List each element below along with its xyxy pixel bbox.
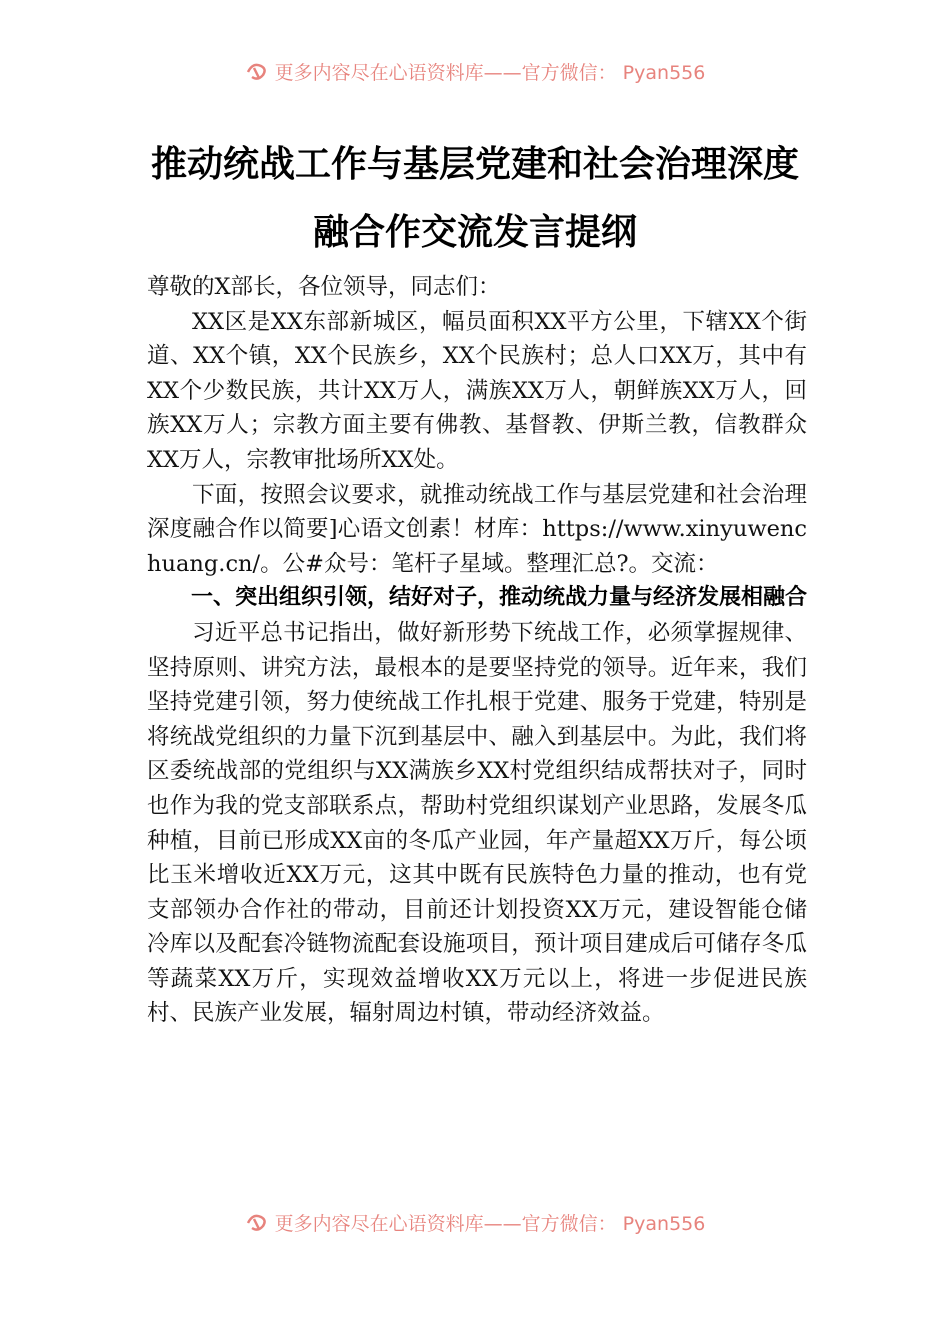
brand-logo-icon [245, 60, 271, 82]
document-title-line-1: 推动统战工作与基层党建和社会治理深度 [150, 143, 799, 185]
document-title-line-2: 融合作交流发言提纲 [312, 211, 637, 253]
salutation: 尊敬的X部长，各位领导，同志们： [147, 274, 501, 300]
paragraph-intro-tail: 。公#众号：笔杆子星域。整理汇总?。交流： [260, 550, 719, 577]
paragraph-section-1: 习近平总书记指出，做好新形势下统战工作，必须掌握规律、坚持原则、讲究方法，最根本的是要坚持党的领导。近年来，我们坚持党建引领，努力使统战工作扎根于党建、服务于党建，特别是将统战党组织的力量下沉到基层中、融入到基层中。为此，我们将区委统战部的党组织与XX满族乡XX村党组织结成帮扶对子，同时也作为我的党支部联系点，帮助村党组织谋划产业思路，发展冬瓜种植，目前已形成XX亩的冬瓜产业园，年产量超XX万斤，每公顷比玉米增收近XX万元，这其中既有民族特色力量的推动，也有党支部领办合作社的带动，目前还计划投资XX万元，建设智能仓储冷库以及配套冷链物流配套设施项目，预计项目建成后可储存冬瓜等蔬菜XX万斤，实现效益增收XX万元以上，将进一步促进民族村、民族产业发展，辐射周边村镇，带动经济效益。 [147, 619, 807, 1027]
watermark-text-bottom: 更多内容尽在心语资料库——官方微信： Pyan556 [274, 1212, 706, 1235]
watermark-text-top: 更多内容尽在心语资料库——官方微信： Pyan556 [274, 61, 706, 84]
watermark-banner-top [0, 56, 950, 86]
website-url: https://www.xinyuwenchuang.cn/ [147, 516, 807, 577]
brand-logo-icon [245, 1211, 271, 1233]
document-body [147, 270, 807, 1031]
paragraph-overview: XX区是XX东部新城区，幅员面积XX平方公里，下辖XX个街道、XX个镇，XX个民族乡，XX个民族村；总人口XX万，其中有XX个少数民族，共计XX万人，满族XX万人，朝鲜族XX万人，回族XX万人；宗教方面主要有佛教、基督教、伊斯兰教，信教群众XX万人，宗教审批场所XX处。 [147, 308, 807, 473]
watermark-banner-bottom [0, 1207, 950, 1237]
section-heading-1: 一、突出组织引领，结好对子，推动统战力量与经济发展相融合 [191, 585, 808, 611]
paragraph-intro-text: 下面，按照会议要求，就推动统战工作与基层党建和社会治理深度融合作以简要]心语文创素！材库： [147, 481, 807, 543]
paragraph-intro [147, 478, 807, 582]
